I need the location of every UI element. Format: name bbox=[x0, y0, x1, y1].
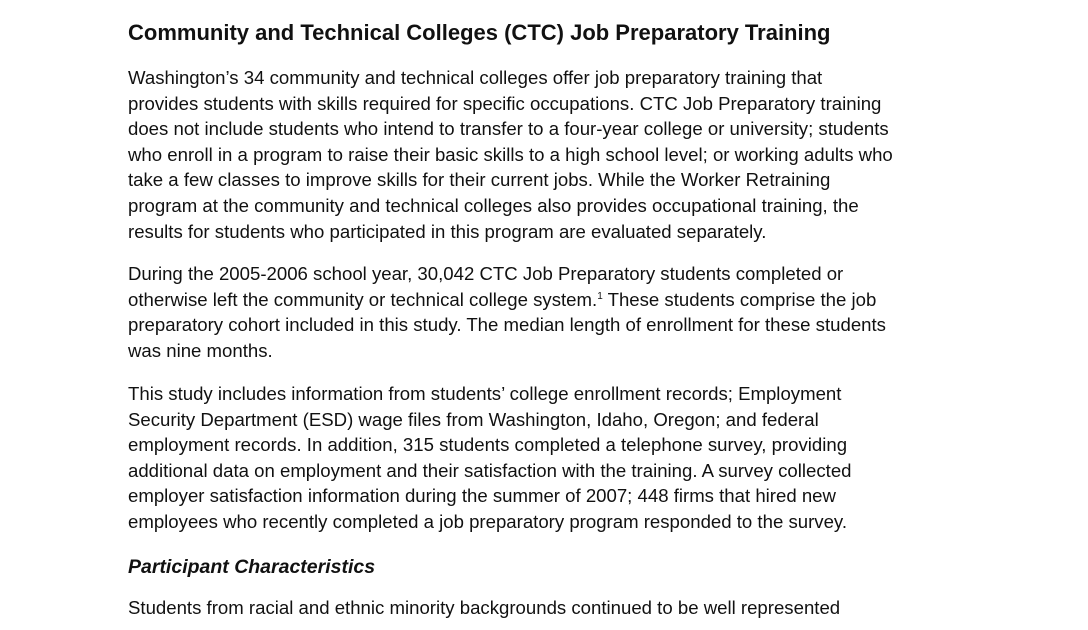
text-line: additional data on employment and their satisfaction with the training. A survey collected bbox=[128, 459, 852, 481]
section-heading: Community and Technical Colleges (CTC) Job Preparatory Training bbox=[128, 20, 831, 45]
text-line: does not include students who intend to transfer to a four-year college or university; students bbox=[128, 118, 889, 140]
text-line: This study includes information from students’ college enrollment records; Employment bbox=[128, 383, 842, 404]
paragraph-data-sources bbox=[128, 381, 852, 535]
text-line: who enroll in a program to raise their basic skills to a high school level; or working adults who bbox=[128, 143, 893, 165]
text-line: employees who recently completed a job preparatory program responded to the survey. bbox=[128, 510, 848, 532]
text-line: employment records. In addition, 315 students completed a telephone survey, providing bbox=[128, 434, 848, 456]
paragraph-participants bbox=[128, 595, 840, 621]
text-line: Washington’s 34 community and technical colleges offer job preparatory training that bbox=[128, 67, 823, 88]
text-line: provides students with skills required for specific occupations. CTC Job Preparatory training bbox=[128, 92, 882, 114]
text-line: Students from racial and ethnic minority backgrounds continued to be well represented bbox=[128, 597, 841, 618]
text-segment: These students comprise the job bbox=[602, 288, 877, 310]
subsection-heading: Participant Characteristics bbox=[128, 556, 376, 578]
paragraph-cohort bbox=[128, 261, 886, 363]
text-segment: otherwise left the community or technical college system. bbox=[128, 288, 598, 310]
text-line: take a few classes to improve skills for their current jobs. While the Worker Retraining bbox=[128, 169, 831, 191]
text-line: preparatory cohort included in this study. The median length of enrollment for these students bbox=[128, 314, 886, 336]
text-line: results for students who participated in this program are evaluated separately. bbox=[128, 220, 767, 242]
text-line: program at the community and technical colleges also provides occupational training, the bbox=[128, 194, 859, 216]
text-line: was nine months. bbox=[128, 339, 273, 361]
text-line: Security Department (ESD) wage files from Washington, Idaho, Oregon; and federal bbox=[128, 408, 819, 430]
text-line: employer satisfaction information during the summer of 2007; 448 firms that hired new bbox=[128, 485, 836, 507]
paragraph-overview bbox=[128, 65, 893, 244]
footnote-marker[interactable]: 1 bbox=[597, 290, 603, 302]
text-line: During the 2005-2006 school year, 30,042 CTC Job Preparatory students completed or bbox=[128, 263, 844, 284]
text-line-with-footnote bbox=[128, 287, 886, 313]
